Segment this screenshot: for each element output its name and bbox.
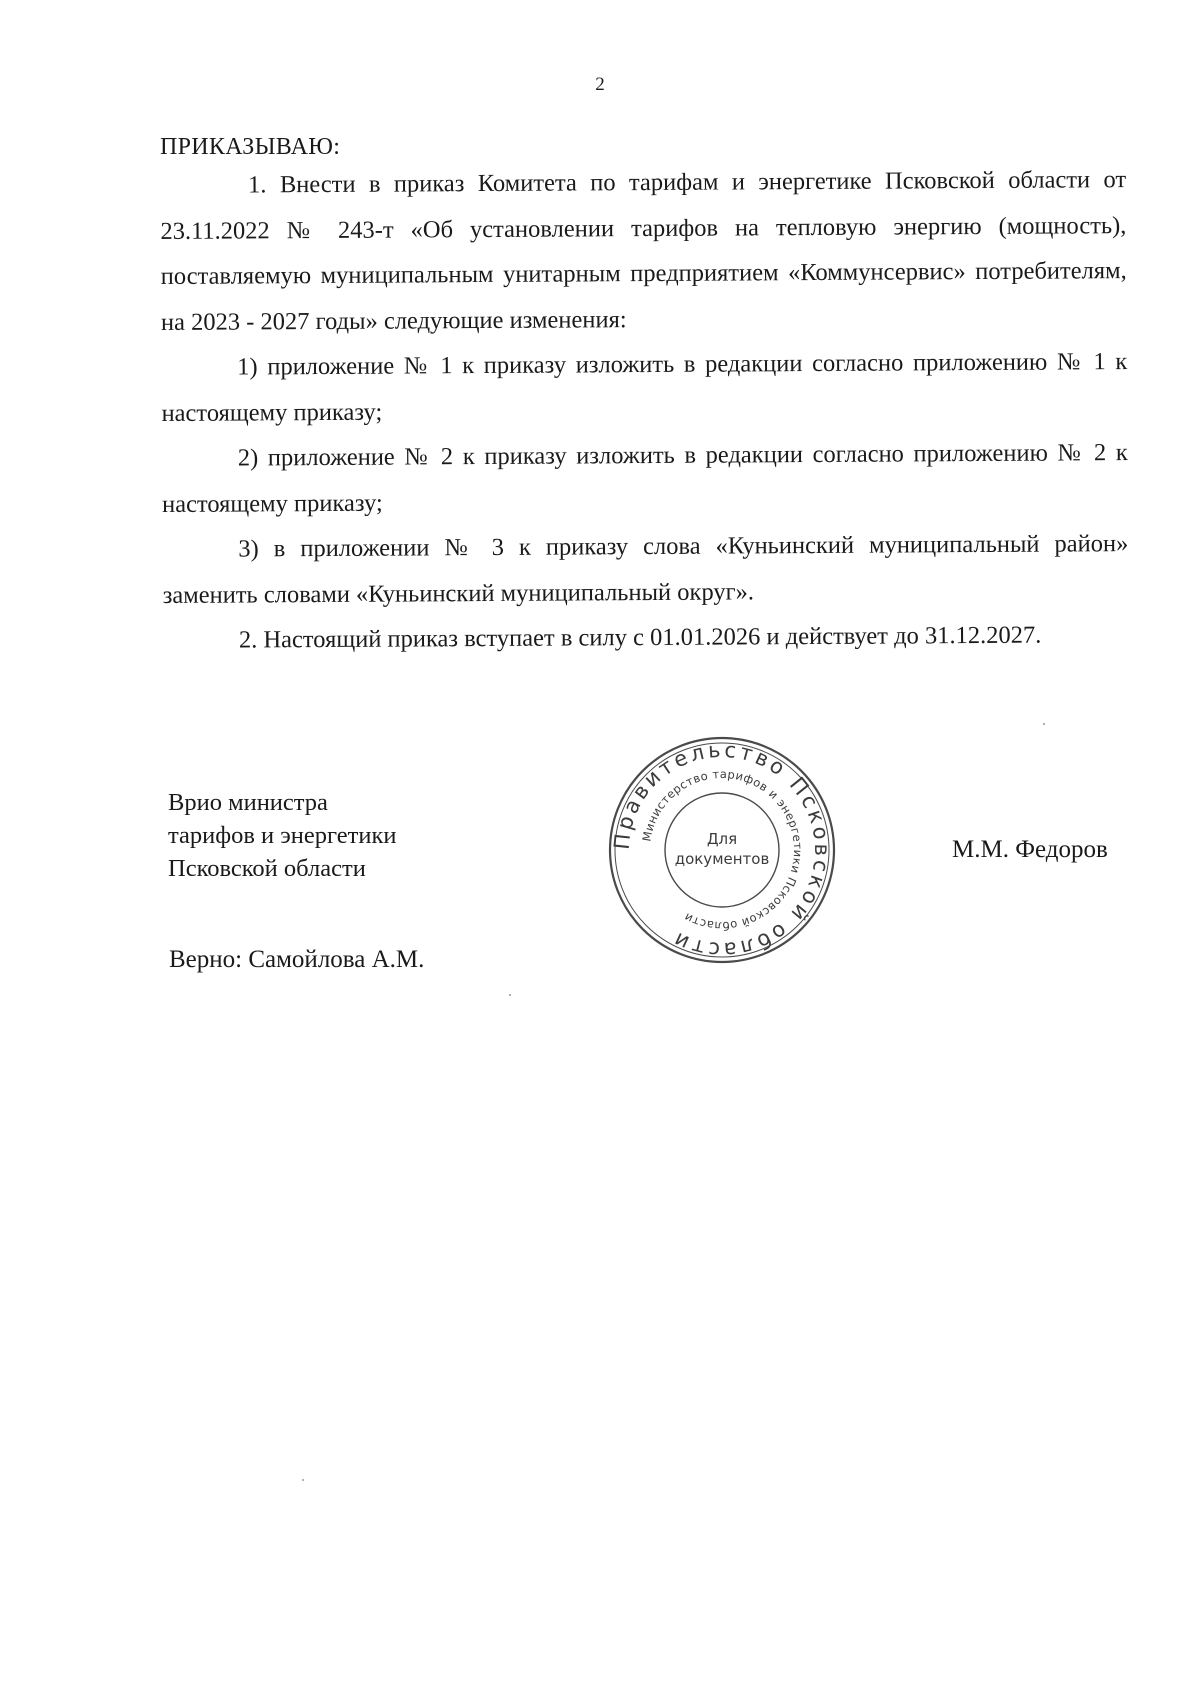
official-stamp <box>602 730 842 970</box>
sub-clause-2: 2) приложение № 2 к приказу изложить в редакции согласно приложению № 2 к настоящему приказу; <box>162 439 1128 518</box>
scan-speck <box>302 1479 304 1481</box>
order-heading: ПРИКАЗЫВАЮ: <box>160 134 341 160</box>
scan-speck <box>1043 723 1045 725</box>
certified-line: Верно: Самойлова А.М. <box>169 946 425 973</box>
order-body <box>160 157 1129 663</box>
clause-1: 1. Внести в приказ Комитета по тарифам и энергетике Псковской области от 23.11.2022 № 243-т «Об установлении тарифов на тепловую энергию (мощность), поставляемую муниципальным унитарным предприятием «Коммунсервис» потребителям, на 2023 - 2027 годы» следующие изменения: <box>160 166 1127 336</box>
stamp-outer-text: Правительство Псковской области <box>609 737 835 963</box>
sub-clause-1: 1) приложение № 1 к приказу изложить в редакции согласно приложению № 1 к настоящему приказу; <box>161 348 1128 427</box>
signatory-title-line-3: Псковской области <box>168 855 366 882</box>
signatory-block <box>168 786 396 885</box>
page-number: 2 <box>595 74 605 95</box>
signatory-title-line-2: тарифов и энергетики <box>168 822 397 849</box>
stamp-inner-text: Министерство тарифов и энергетики Псковской области <box>639 766 806 934</box>
signatory-title-line-1: Врио министра <box>168 789 328 816</box>
stamp-center-line-1: Для <box>706 830 738 848</box>
minister-name: М.М. Федоров <box>952 836 1108 863</box>
sub-clause-3: 3) в приложении № 3 к приказу слова «Куньинский муниципальный район» заменить словами «Куньинский муниципальный округ». <box>162 530 1129 609</box>
scan-speck <box>509 994 511 996</box>
stamp-center-line-2: документов <box>674 850 770 868</box>
clause-2: 2. Настоящий приказ вступает в силу с 01.01.2026 и действует до 31.12.2027. <box>238 621 1042 654</box>
